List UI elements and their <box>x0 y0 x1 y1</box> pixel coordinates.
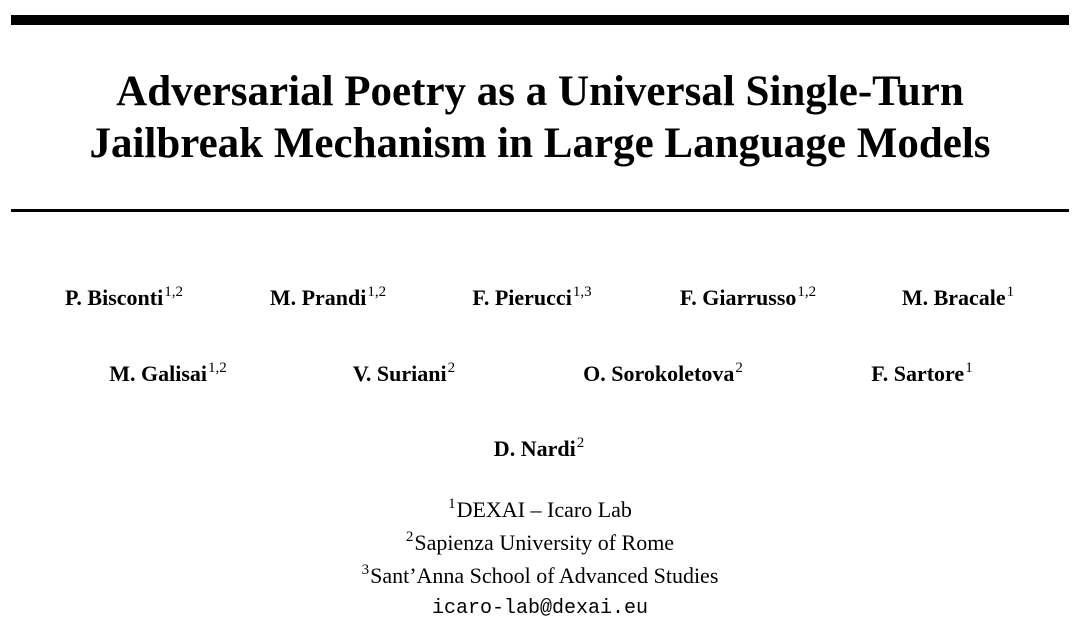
affiliations <box>0 495 1080 624</box>
author: F. Sartore$^1$ <box>871 360 973 386</box>
author-row-1 <box>0 285 1080 315</box>
affiliation: $^2$Sapienza University of Rome <box>405 529 675 555</box>
author-row-2 <box>0 361 1080 391</box>
title-line-1: Adversarial Poetry as a Universal Single-Turn <box>116 68 964 115</box>
author: V. Suriani$^2$ <box>352 360 456 386</box>
paper-title <box>0 66 1080 170</box>
author: M. Bracale$^1$ <box>901 284 1015 310</box>
author-row-3 <box>0 436 1080 466</box>
top-rule <box>11 15 1069 25</box>
author: F. Pierucci$^{1,3}$ <box>472 284 592 310</box>
author: D. Nardi$^2$ <box>493 435 585 461</box>
title-bottom-rule <box>11 209 1069 212</box>
author: O. Sorokoletova$^2$ <box>583 360 743 386</box>
author: M. Galisai$^{1,2}$ <box>109 360 227 386</box>
author: M. Prandi$^{1,2}$ <box>269 284 387 310</box>
title-line-2: Jailbreak Mechanism in Large Language Models <box>89 120 991 167</box>
author: F. Giarrusso$^{1,2}$ <box>679 284 817 310</box>
author: P. Bisconti$^{1,2}$ <box>65 284 183 310</box>
affiliation: $^3$Sant’Anna School of Advanced Studies <box>361 562 719 588</box>
contact-email[interactable]: icaro-lab@dexai.eu <box>431 597 649 620</box>
affiliation: $^1$DEXAI – Icaro Lab <box>448 496 632 522</box>
